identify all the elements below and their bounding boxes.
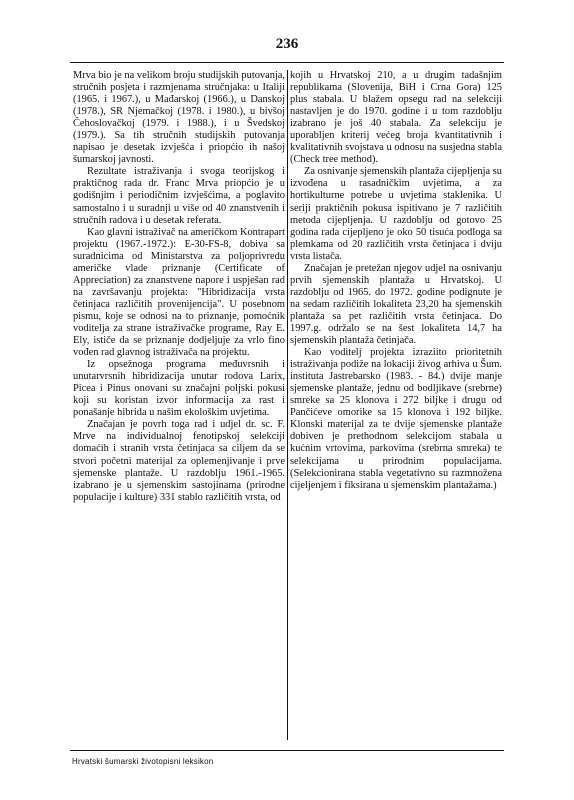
paragraph: Mrva bio je na velikom broju studijskih putovanja, stručnih posjeta i razmjenama stručnjaka: u Italiji (1965. i 1967.), u Mađarskoj (1966.), u Danskoj (1978.), SR Njemačkoj (1978. i 1980.), u bivšoj Čehoslovačkoj (1979. i 1988.), i u Švedskoj (1979.). Sa tih stručnih studijskih putovanja napisao je desetak izvješća i priopćio ih našoj šumarskoj javnosti. xyxy=(73,70,285,166)
left-column xyxy=(73,70,285,504)
paragraph: Kao glavni istraživač na američkom Kontrapart projektu (1967.-1972.): E-30-FS-8, dobiva sa suradnicima od Ministarstva za poljoprivredu američke vlade priznanje (Certificate of Appreciation) za znanstvene napore i uspješan rad na završavanju projekta: "Hibridizacija vrsta četinjaca različitih provenijencija". U posebnom pismu, koje se odnosi na to priznanje, pomoćnik voditelja za strane istraživačke programe, Ray E. Ely, ističe da se priznanje dodjeljuje za vrlo fino vođen rad glavnog istraživača na projektu. xyxy=(73,226,285,359)
paragraph: Rezultate istraživanja i svoga teorijskog i praktičnog rada dr. Franc Mrva priopćio je u godišnjim i periodičnim izvješćima, a poglavito samostalno i u suradnji u više od 40 znanstvenih i stručnih radova i u desetak referata. xyxy=(73,166,285,226)
paragraph: Kao voditelj projekta izraziito prioritetnih istraživanja podiže na lokaciji živog arhiva u Šum. instituta Jastrebarsko (1983. - 84.) dvije manje sjemenske plantaže, jednu od bodljikave (srebrne) smreke sa 25 klonova i 272 biljke i drugu od Pančićeve omorike sa 15 klonova i 192 biljke. Klonski materijal za te dvije sjemenske plantaže dobiven je prethodnom selekcijom stabala u kućnim vrtovima, parkovima (srebrna smreka) te selekcijama u prirodnim populacijama. (Selekcionirana stabla vegetativno su razmnožena cijeljenjem i fiksirana u sjemenskim plantažama.) xyxy=(290,347,502,491)
page-number: 236 xyxy=(275,36,299,52)
footer-title: Hrvatski šumarski životopisni leksikon xyxy=(72,757,214,766)
paragraph: Iz opsežnoga programa međuvrsnih i unutarvrsnih hibridizacija unutar rodova Larix, Picea i Pinus onovani su značajni poljski pokusi koji su koristan izvor informacija za rast i ponašanje hibrida u našim ekološkim uvjetima. xyxy=(73,359,285,419)
right-column xyxy=(290,70,502,492)
paragraph: kojih u Hrvatskoj 210, a u drugim tadašnjim republikama (Slovenija, BiH i Crna Gora) 125 plus stabala. U blažem opsegu rad na selekciji nastavljen je do 1970. godine i u tom razdoblju izabrano je još 40 stabala. Za selekciju je uporabljen kriterij većeg broja kvantitativnih i kvalitativnih svojstava u odnosu na susjedna stabla (Check tree method). xyxy=(290,70,502,166)
footer-rule xyxy=(70,750,504,751)
header-rule xyxy=(70,62,504,63)
paragraph: Značajan je pretežan njegov udjel na osnivanju prvih sjemenskih plantaža u Hrvatskoj. U razdoblju od 1965. do 1972. godine podignute je na sedam različitih lokaliteta 23,20 ha sjemenskih plantaža sa pet različitih vrsta četinjaca. Do 1997.g. održalo se na šest lokaliteta 14,7 ha sjemenskih plantaža četinjača. xyxy=(290,262,502,347)
paragraph: Značajan je povrh toga rad i udjel dr. sc. F. Mrve na individualnoj fenotipskoj selekciji domaćih i stranih vrsta četinjaca sa ciljem da se stvori početni materijal za oplemenjivanje i prve sjemenske plantaže. U razdoblju 1961.-1965. izabrano je u sjemenskim sastojinama (prirodne populacije i kulture) 331 stablo različitih vrsta, od xyxy=(73,419,285,503)
column-divider xyxy=(287,70,288,740)
paragraph: Za osnivanje sjemenskih plantaža cijepljenja su izvođena u rasadničkim uvjetima, a za hortikulturne potrebe u uvjetima staklenika. U seriji praktičnih pokusa ispitivano je 7 različitih metoda cijepljenja. U razdoblju od gotovo 25 godina rada cijepljeno je oko 50 tisuća podloga sa plemkama od 20 različitih vrsta četinjaca i dviju vrsta listača. xyxy=(290,166,502,262)
